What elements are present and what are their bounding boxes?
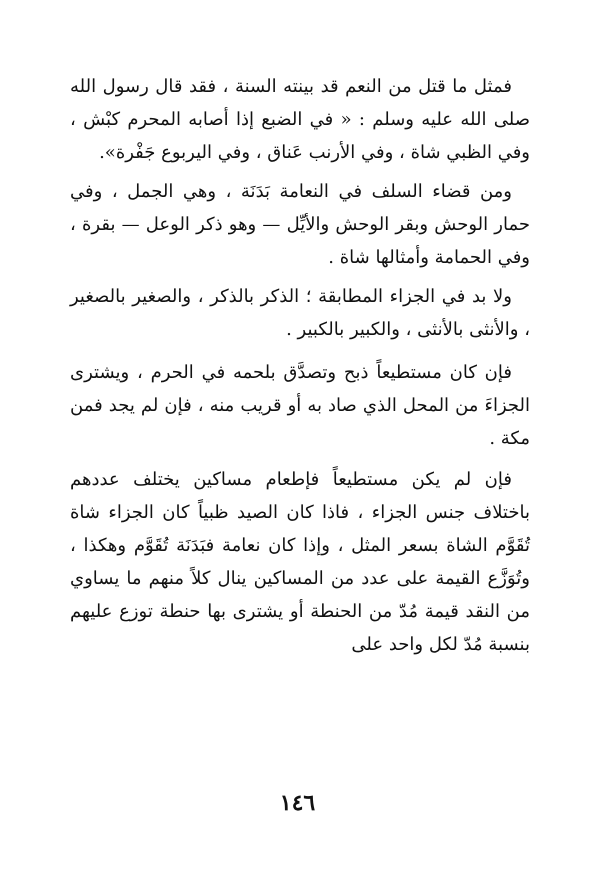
body-text bbox=[70, 70, 530, 661]
paragraph-4: فإن كان مستطيعاً ذبح وتصدَّق بلحمه في الحرم ، ويشترى الجزاءَ من المحل الذي صاد به أو قريب منه ، فإن لم يجد فمن مكة . bbox=[70, 362, 530, 449]
paragraph-1: فمثل ما قتل من النعم قد بينته السنة ، فقد قال رسول الله صلى الله عليه وسلم : « في الضبع إذا أصابه المحرم كبْش ، وفي الظبي شاة ، وفي الأرنب عَناق ، وفي اليربوع جَفْرة». bbox=[70, 76, 530, 163]
paragraph-2: ومن قضاء السلف في النعامة بَدَنَة ، وهي الجمل ، وفي حمار الوحش وبقر الوحش والأيِّل — وهو ذكر الوعل — بقرة ، وفي الحمامة وأمثالها شاة . bbox=[70, 181, 530, 268]
paragraph-5: فإن لم يكن مستطيعاً فإطعام مساكين يختلف عددهم باختلاف جنس الجزاء ، فاذا كان الصيد ظبياً كان الجزاء شاة تُقَوَّم الشاة بسعر المثل ، وإذا كان نعامة فبَدَنَة تُقَوَّم وهكذا ، وتُوَزَّع القيمة على عدد من المساكين ينال كلاً منهم ما يساوي من النقد قيمة مُدّ من الحنطة أو يشترى بها حنطة توزع عليهم بنسبة مُدّ لكل واحد على bbox=[70, 469, 530, 655]
page-number: ١٤٦ bbox=[279, 790, 316, 816]
paragraph-3: ولا بد في الجزاء المطابقة ؛ الذكر بالذكر ، والصغير بالصغير ، والأنثى بالأنثى ، والكبير بالكبير . bbox=[70, 286, 530, 340]
